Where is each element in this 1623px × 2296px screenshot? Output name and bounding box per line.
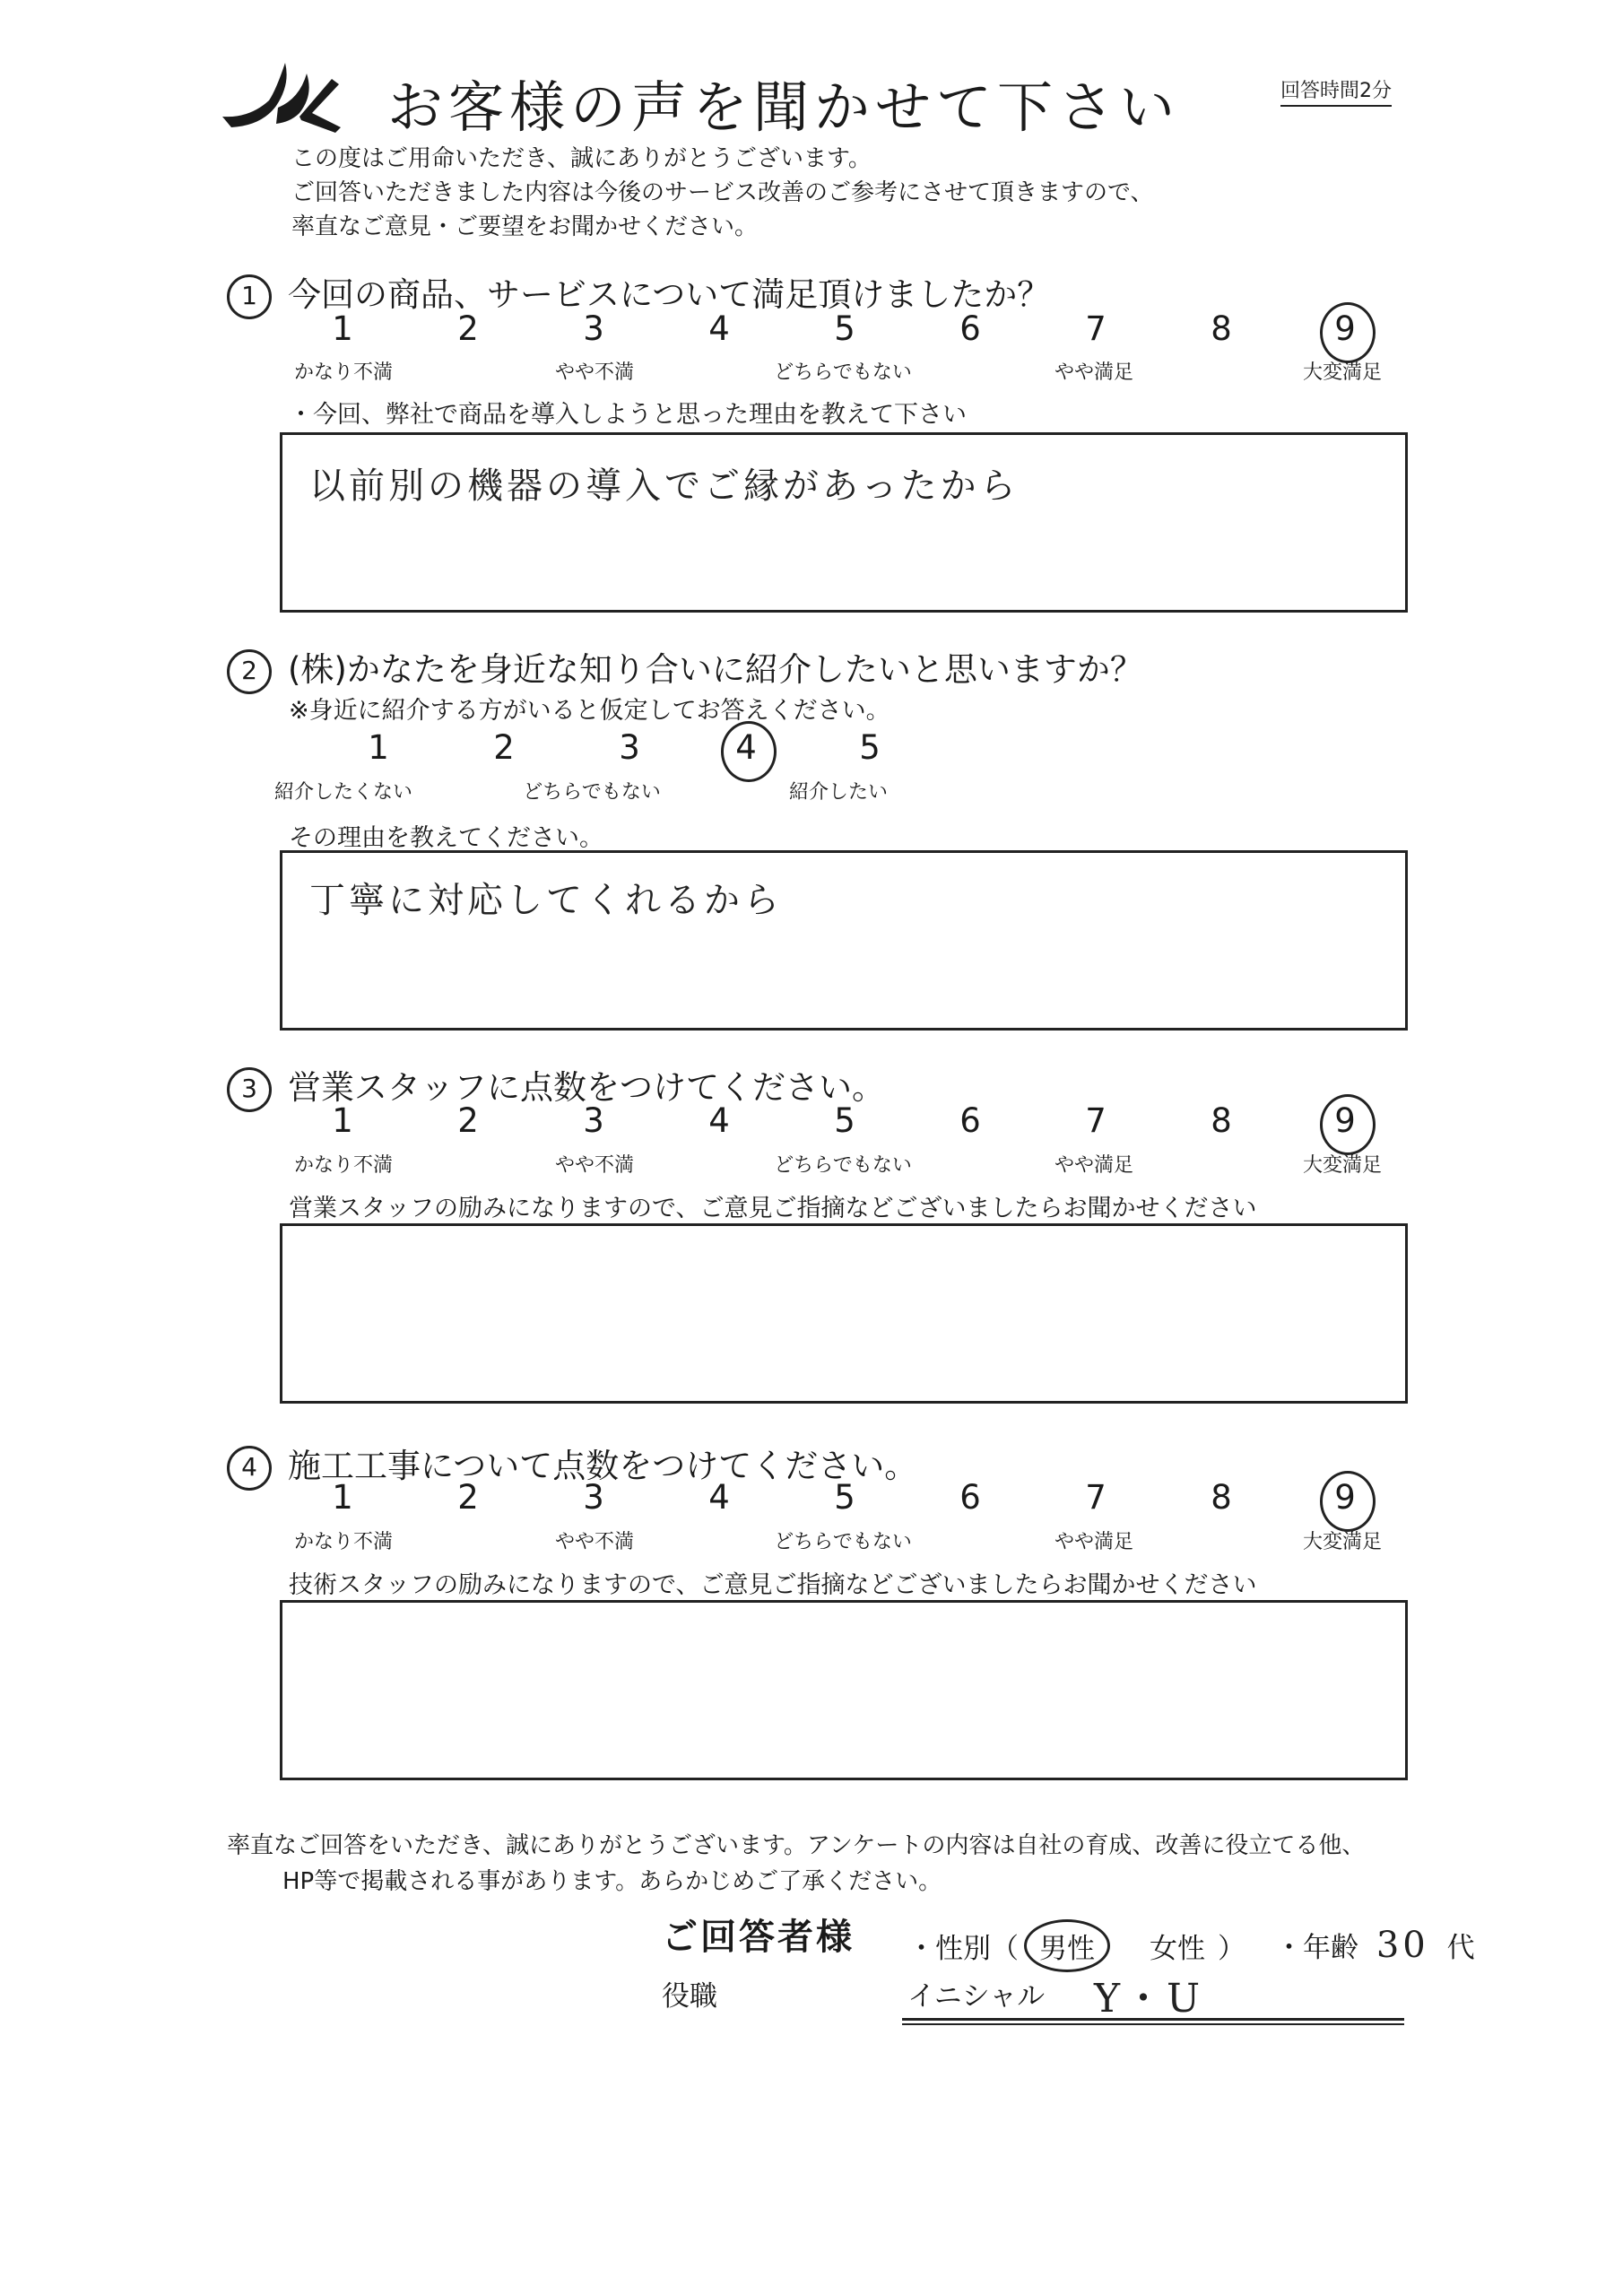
comment-prompt: ・今回、弊社で商品を導入しようと思った理由を教えて下さい bbox=[289, 401, 967, 429]
selected-rating-circle bbox=[1320, 1094, 1376, 1155]
rating-scale-label: やや不満 bbox=[554, 361, 635, 384]
rating-scale-label: かなり不満 bbox=[293, 1154, 394, 1177]
comment-box[interactable] bbox=[280, 1600, 1408, 1780]
selected-rating-circle bbox=[721, 721, 777, 782]
age-suffix: 代 bbox=[1446, 1932, 1475, 1964]
comment-prompt: 営業スタッフの励みになりますので、ご意見ご指摘などございましたらお聞かせください bbox=[289, 1195, 1257, 1222]
rating-option-4[interactable]: 4 bbox=[735, 728, 757, 767]
rating-option-5[interactable]: 5 bbox=[834, 1101, 855, 1140]
rating-option-1[interactable]: 1 bbox=[368, 728, 389, 767]
intro-line: ご回答いただきました内容は今後のサービス改善のご参考にさせて頂きますので、 bbox=[291, 179, 1154, 206]
question-text: 今回の商品、サービスについて満足頂けましたか？ bbox=[288, 275, 1051, 314]
closing-note bbox=[227, 1828, 1365, 1900]
gender-prefix: ・性別（ bbox=[907, 1933, 1019, 1965]
question-number-badge: 1 bbox=[227, 274, 272, 319]
age-value: 30 bbox=[1376, 1925, 1429, 1966]
rating-option-2[interactable]: 2 bbox=[457, 1101, 479, 1140]
rating-option-4[interactable]: 4 bbox=[708, 309, 730, 348]
rating-option-6[interactable]: 6 bbox=[959, 1101, 981, 1140]
gender-suffix: ） bbox=[1218, 1933, 1245, 1965]
initial-label: イニシャル bbox=[907, 1980, 1046, 2013]
comment-prompt: 技術スタッフの励みになりますので、ご意見ご指摘などございましたらお聞かせください bbox=[289, 1571, 1257, 1599]
rating-option-5[interactable]: 5 bbox=[834, 1478, 855, 1517]
rating-option-3[interactable]: 3 bbox=[619, 728, 640, 767]
rating-scale-label: 大変満足 bbox=[1302, 1154, 1383, 1177]
rating-scale-label: かなり不満 bbox=[293, 361, 394, 384]
rating-option-1[interactable]: 1 bbox=[332, 1478, 353, 1517]
rating-scale-label: どちらでもない bbox=[523, 781, 661, 804]
initial-underline-2 bbox=[902, 2023, 1404, 2025]
rating-option-6[interactable]: 6 bbox=[959, 309, 981, 348]
rating-scale-label: どちらでもない bbox=[774, 1531, 912, 1553]
rating-scale-label: かなり不満 bbox=[293, 1531, 394, 1553]
age-field[interactable] bbox=[1275, 1925, 1475, 1966]
position-label: 役職 bbox=[662, 1980, 717, 2013]
rating-scale-label: やや不満 bbox=[554, 1154, 635, 1177]
rating-scale-label: 大変満足 bbox=[1302, 361, 1383, 384]
question-number-badge: 4 bbox=[227, 1446, 272, 1491]
gender-option-male[interactable]: 男性 bbox=[1024, 1919, 1110, 1972]
rating-option-1[interactable]: 1 bbox=[332, 309, 353, 348]
rating-scale-label: どちらでもない bbox=[774, 361, 912, 384]
rating-option-2[interactable]: 2 bbox=[457, 309, 479, 348]
rating-scale-label: 紹介したい bbox=[788, 781, 889, 804]
intro-text bbox=[291, 142, 1153, 244]
rating-option-9[interactable]: 9 bbox=[1334, 1101, 1356, 1140]
page-title: お客様の声を聞かせて下さい bbox=[387, 74, 1181, 140]
question-note: ※身近に紹介する方がいると仮定してお答えください。 bbox=[289, 697, 890, 725]
rating-option-8[interactable]: 8 bbox=[1211, 1478, 1232, 1517]
rating-option-4[interactable]: 4 bbox=[708, 1478, 730, 1517]
rating-option-5[interactable]: 5 bbox=[834, 309, 855, 348]
rating-scale-label: 大変満足 bbox=[1302, 1531, 1383, 1553]
rating-option-7[interactable]: 7 bbox=[1085, 1101, 1107, 1140]
comment-box[interactable] bbox=[280, 1223, 1408, 1404]
answer-time-note: 回答時間2分 bbox=[1280, 75, 1392, 107]
question-number-badge: 2 bbox=[227, 649, 272, 694]
rating-scale-label: どちらでもない bbox=[774, 1154, 912, 1177]
rating-option-5[interactable]: 5 bbox=[859, 728, 881, 767]
rating-option-2[interactable]: 2 bbox=[457, 1478, 479, 1517]
rating-scale-label: やや満足 bbox=[1054, 1531, 1134, 1553]
rating-option-1[interactable]: 1 bbox=[332, 1101, 353, 1140]
selected-rating-circle bbox=[1320, 1471, 1376, 1532]
question-text: 施工工事について点数をつけてください。 bbox=[288, 1447, 918, 1485]
gender-option-female[interactable]: 女性 bbox=[1150, 1933, 1205, 1965]
rating-option-6[interactable]: 6 bbox=[959, 1478, 981, 1517]
rating-option-9[interactable]: 9 bbox=[1334, 1478, 1356, 1517]
closing-line: HP等で掲載される事があります。あらかじめご了承ください。 bbox=[282, 1868, 942, 1895]
age-label: ・年齢 bbox=[1275, 1932, 1358, 1964]
rating-option-8[interactable]: 8 bbox=[1211, 309, 1232, 348]
rating-option-3[interactable]: 3 bbox=[583, 309, 604, 348]
intro-line: 率直なご意見・ご要望をお聞かせください。 bbox=[291, 213, 759, 240]
rating-option-4[interactable]: 4 bbox=[708, 1101, 730, 1140]
initial-underline bbox=[902, 2018, 1404, 2021]
rating-option-3[interactable]: 3 bbox=[583, 1101, 604, 1140]
rating-scale-label: やや不満 bbox=[554, 1531, 635, 1553]
rating-scale-label: やや満足 bbox=[1054, 1154, 1134, 1177]
company-logo bbox=[213, 54, 348, 135]
rating-option-7[interactable]: 7 bbox=[1085, 1478, 1107, 1517]
intro-line: この度はご用命いただき、誠にありがとうございます。 bbox=[291, 145, 872, 172]
question-number-badge: 3 bbox=[227, 1067, 272, 1112]
rating-option-9[interactable]: 9 bbox=[1334, 309, 1356, 348]
handwritten-response: 丁寧に対応してくれるから bbox=[309, 880, 783, 921]
rating-scale-label: やや満足 bbox=[1054, 361, 1134, 384]
comment-prompt: その理由を教えてください。 bbox=[289, 824, 603, 852]
respondent-title: ご回答者様 bbox=[662, 1917, 855, 1958]
rating-option-2[interactable]: 2 bbox=[493, 728, 515, 767]
rating-option-8[interactable]: 8 bbox=[1211, 1101, 1232, 1140]
selected-rating-circle bbox=[1320, 302, 1376, 363]
question-text: (株)かなたを身近な知り合いに紹介したいと思いますか？ bbox=[288, 650, 1143, 689]
closing-line: 率直なご回答をいただき、誠にありがとうございます。アンケートの内容は自社の育成、改善に役立てる他、 bbox=[227, 1832, 1366, 1859]
initial-value[interactable]: Y・U bbox=[1094, 1976, 1204, 2022]
rating-scale-label: 紹介したくない bbox=[273, 781, 413, 804]
question-text: 営業スタッフに点数をつけてください。 bbox=[288, 1068, 885, 1107]
handwritten-response: 以前別の機器の導入でご縁があったから bbox=[309, 465, 1020, 507]
gender-field[interactable] bbox=[907, 1919, 1245, 1972]
rating-option-3[interactable]: 3 bbox=[583, 1478, 604, 1517]
rating-option-7[interactable]: 7 bbox=[1085, 309, 1107, 348]
question-heading bbox=[227, 642, 1143, 694]
